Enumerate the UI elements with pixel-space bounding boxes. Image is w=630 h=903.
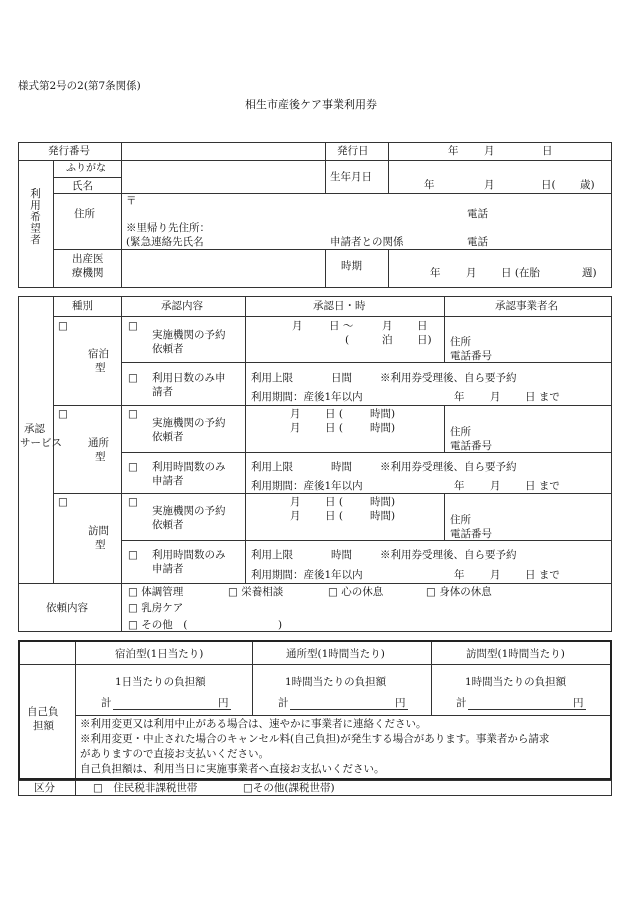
total-label-2: 計: [278, 697, 289, 709]
dt-day-c1: 日 (: [325, 496, 343, 508]
dt-month-b2: 月: [290, 422, 301, 434]
req-mind[interactable]: □ 心の休息: [328, 586, 384, 598]
approval-service-label-2: サービス: [20, 437, 62, 449]
timing-day: 日 (在胎: [501, 267, 540, 279]
hospital-label-2: 療機関: [72, 267, 104, 279]
dt-paren: (: [345, 334, 350, 346]
provider-phone-c: 電話番号: [450, 528, 492, 540]
col-type: 種別: [72, 300, 93, 312]
form-number: 様式第2号の2(第7条関係): [18, 80, 141, 92]
note-2: ※利用変更・中止された場合のキャンセル料(自己負担)が発生する場合があります。事業者から請求: [80, 733, 550, 745]
dt-month-c2: 月: [290, 510, 301, 522]
dt-hours-b1: 時間): [370, 408, 396, 420]
provider-address: 住所: [450, 336, 471, 348]
dt-day-c2: 日 (: [325, 510, 343, 522]
approval-service-label-1: 承認: [24, 423, 45, 435]
furigana-label: ふりがな: [66, 163, 106, 174]
req-other-close: ): [278, 619, 283, 631]
col-content: 承認内容: [161, 300, 203, 312]
until-month: 月: [490, 391, 501, 403]
applicant-label: 利用希望者: [29, 188, 41, 246]
visit-label-1: 訪問: [88, 525, 109, 537]
total-label-1: 計: [101, 697, 112, 709]
daytrip-hours-checkbox[interactable]: □: [128, 461, 138, 473]
days-unit: 日間: [331, 372, 352, 384]
dt-month-b1: 月: [290, 408, 301, 420]
note-3: がありますので直接お支払いください。: [80, 748, 269, 760]
dt-month-c1: 月: [290, 496, 301, 508]
dt-day: 日: [417, 320, 428, 332]
self-reserve-note: ※利用券受理後、自ら要予約: [380, 372, 517, 384]
until-month-b: 月: [490, 480, 501, 492]
period-label: 利用期間：産後1年以内: [251, 391, 363, 403]
self-pay-label-2: 担額: [33, 720, 54, 732]
dt-paren-close: 日): [417, 334, 432, 346]
reserved-by-1b: 実施機関の予約: [152, 417, 226, 429]
yen-1: 円: [218, 697, 229, 709]
visit-hours-checkbox[interactable]: □: [128, 549, 138, 561]
days-only-2: 請者: [152, 386, 173, 398]
dt-day-b1: 日 (: [325, 408, 343, 420]
visit-checkbox[interactable]: □: [58, 496, 68, 508]
phone-label: 電話: [467, 208, 488, 220]
until-month-c: 月: [490, 569, 501, 581]
dt-month: 月: [292, 320, 303, 332]
until-year-c: 年: [454, 569, 465, 581]
self-pay-label-1: 自己負: [27, 706, 59, 718]
daytrip-checkbox[interactable]: □: [58, 408, 68, 420]
postal-mark: 〒: [126, 195, 137, 207]
per-day-label: 1日当たりの負担額: [115, 676, 206, 688]
self-reserve-note-c: ※利用券受理後、自ら要予約: [380, 549, 517, 561]
self-reserve-note-b: ※利用券受理後、自ら要予約: [380, 461, 517, 473]
hours-unit-b: 時間: [331, 461, 352, 473]
visit-reserve-checkbox[interactable]: □: [128, 496, 138, 508]
reserved-by-2: 依頼者: [152, 343, 184, 355]
limit-label: 利用上限: [251, 372, 293, 384]
until-day-c: 日 まで: [525, 569, 560, 581]
overnight-label-2: 型: [95, 362, 106, 374]
req-other[interactable]: □ その他 (: [128, 619, 188, 631]
emergency-contact-label: (緊急連絡先氏名: [126, 236, 204, 248]
daytrip-label-2: 型: [95, 451, 106, 463]
birth-month: 月: [484, 179, 495, 191]
req-health[interactable]: □ 体調管理: [128, 586, 184, 598]
division-option-other[interactable]: □その他(課税世帯): [243, 782, 335, 794]
hospital-label-1: 出産医: [72, 253, 104, 265]
provider-address-c: 住所: [450, 514, 471, 526]
dt-month-2: 月: [382, 320, 393, 332]
header-daytrip: 通所型(1時間当たり): [286, 648, 385, 660]
timing-year: 年: [430, 267, 441, 279]
per-hour-label: 1時間当たりの負担額: [285, 676, 387, 688]
note-1: ※利用変更又は利用中止がある場合は、速やかに事業者に連絡ください。: [80, 718, 427, 730]
provider-phone: 電話番号: [450, 350, 492, 362]
issue-year: 年: [448, 145, 459, 157]
phone-label-2: 電話: [467, 236, 488, 248]
provider-address-b: 住所: [450, 426, 471, 438]
hours-only-2c: 申請者: [152, 563, 184, 575]
issue-day: 日: [542, 145, 553, 157]
reserved-by-2c: 依頼者: [152, 519, 184, 531]
col-datetime: 承認日・時: [313, 300, 366, 312]
name-label: 氏名: [72, 180, 93, 192]
reserved-by-2b: 依頼者: [152, 431, 184, 443]
issue-month: 月: [484, 145, 495, 157]
until-day-b: 日 まで: [525, 480, 560, 492]
request-label: 依頼内容: [46, 602, 88, 614]
address-label: 住所: [74, 208, 95, 220]
total-label-3: 計: [456, 697, 467, 709]
hours-only-1: 利用時間数のみ: [152, 461, 226, 473]
overnight-reserve-checkbox[interactable]: □: [128, 320, 138, 332]
reserved-by-1c: 実施機関の予約: [152, 505, 226, 517]
note-4: 自己負担額は、利用当日に実施事業者へ直接お支払いください。: [80, 763, 385, 775]
dt-hours-c2: 時間): [370, 510, 396, 522]
dt-day-range: 日 ～: [329, 320, 354, 332]
visit-label-2: 型: [95, 539, 106, 551]
per-hour-label-2: 1時間当たりの負担額: [465, 676, 567, 688]
return-address-label: ※里帰り先住所：: [126, 222, 210, 234]
header-overnight: 宿泊型(1日当たり): [115, 648, 204, 660]
header-visit: 訪問型(1時間当たり): [466, 648, 565, 660]
relation-label: 申請者との関係: [330, 236, 404, 248]
until-day: 日 まで: [525, 391, 560, 403]
birthdate-label: 生年月日: [330, 171, 372, 183]
birth-year: 年: [424, 179, 435, 191]
period-label-c: 利用期間：産後1年以内: [251, 569, 363, 581]
limit-label-b: 利用上限: [251, 461, 293, 473]
timing-month: 月: [466, 267, 477, 279]
reserved-by-1: 実施機関の予約: [152, 329, 226, 341]
timing-label: 時期: [341, 260, 362, 272]
issue-number-label: 発行番号: [48, 145, 90, 157]
division-label: 区分: [34, 782, 55, 794]
overnight-checkbox[interactable]: □: [58, 320, 68, 332]
days-only-1: 利用日数のみ申: [152, 372, 226, 384]
birth-day: 日(: [541, 179, 556, 191]
age-unit: 歳): [580, 179, 595, 191]
division-option-exempt[interactable]: □ 住民税非課税世帯: [93, 782, 198, 794]
dt-hours-b2: 時間): [370, 422, 396, 434]
req-body[interactable]: □ 身体の休息: [426, 586, 492, 598]
period-label-b: 利用期間：産後1年以内: [251, 480, 363, 492]
yen-2: 円: [395, 697, 406, 709]
yen-3: 円: [573, 697, 584, 709]
until-year-b: 年: [454, 480, 465, 492]
issue-date-label: 発行日: [337, 145, 369, 157]
hours-unit-c: 時間: [331, 549, 352, 561]
daytrip-reserve-checkbox[interactable]: □: [128, 408, 138, 420]
provider-phone-b: 電話番号: [450, 440, 492, 452]
hours-only-2: 申請者: [152, 475, 184, 487]
col-provider: 承認事業者名: [495, 300, 558, 312]
overnight-label-1: 宿泊: [88, 348, 109, 360]
page-title: 相生市産後ケア事業利用券: [245, 98, 377, 111]
limit-label-c: 利用上限: [251, 549, 293, 561]
req-nutrition[interactable]: □ 栄養相談: [228, 586, 284, 598]
dt-day-b2: 日 (: [325, 422, 343, 434]
weeks-label: 週): [582, 267, 597, 279]
hours-only-1c: 利用時間数のみ: [152, 549, 226, 561]
overnight-days-checkbox[interactable]: □: [128, 372, 138, 384]
req-breast[interactable]: □ 乳房ケア: [128, 602, 184, 614]
dt-nights: 泊: [382, 334, 393, 346]
daytrip-label-1: 通所: [88, 437, 109, 449]
until-year: 年: [454, 391, 465, 403]
dt-hours-c1: 時間): [370, 496, 396, 508]
